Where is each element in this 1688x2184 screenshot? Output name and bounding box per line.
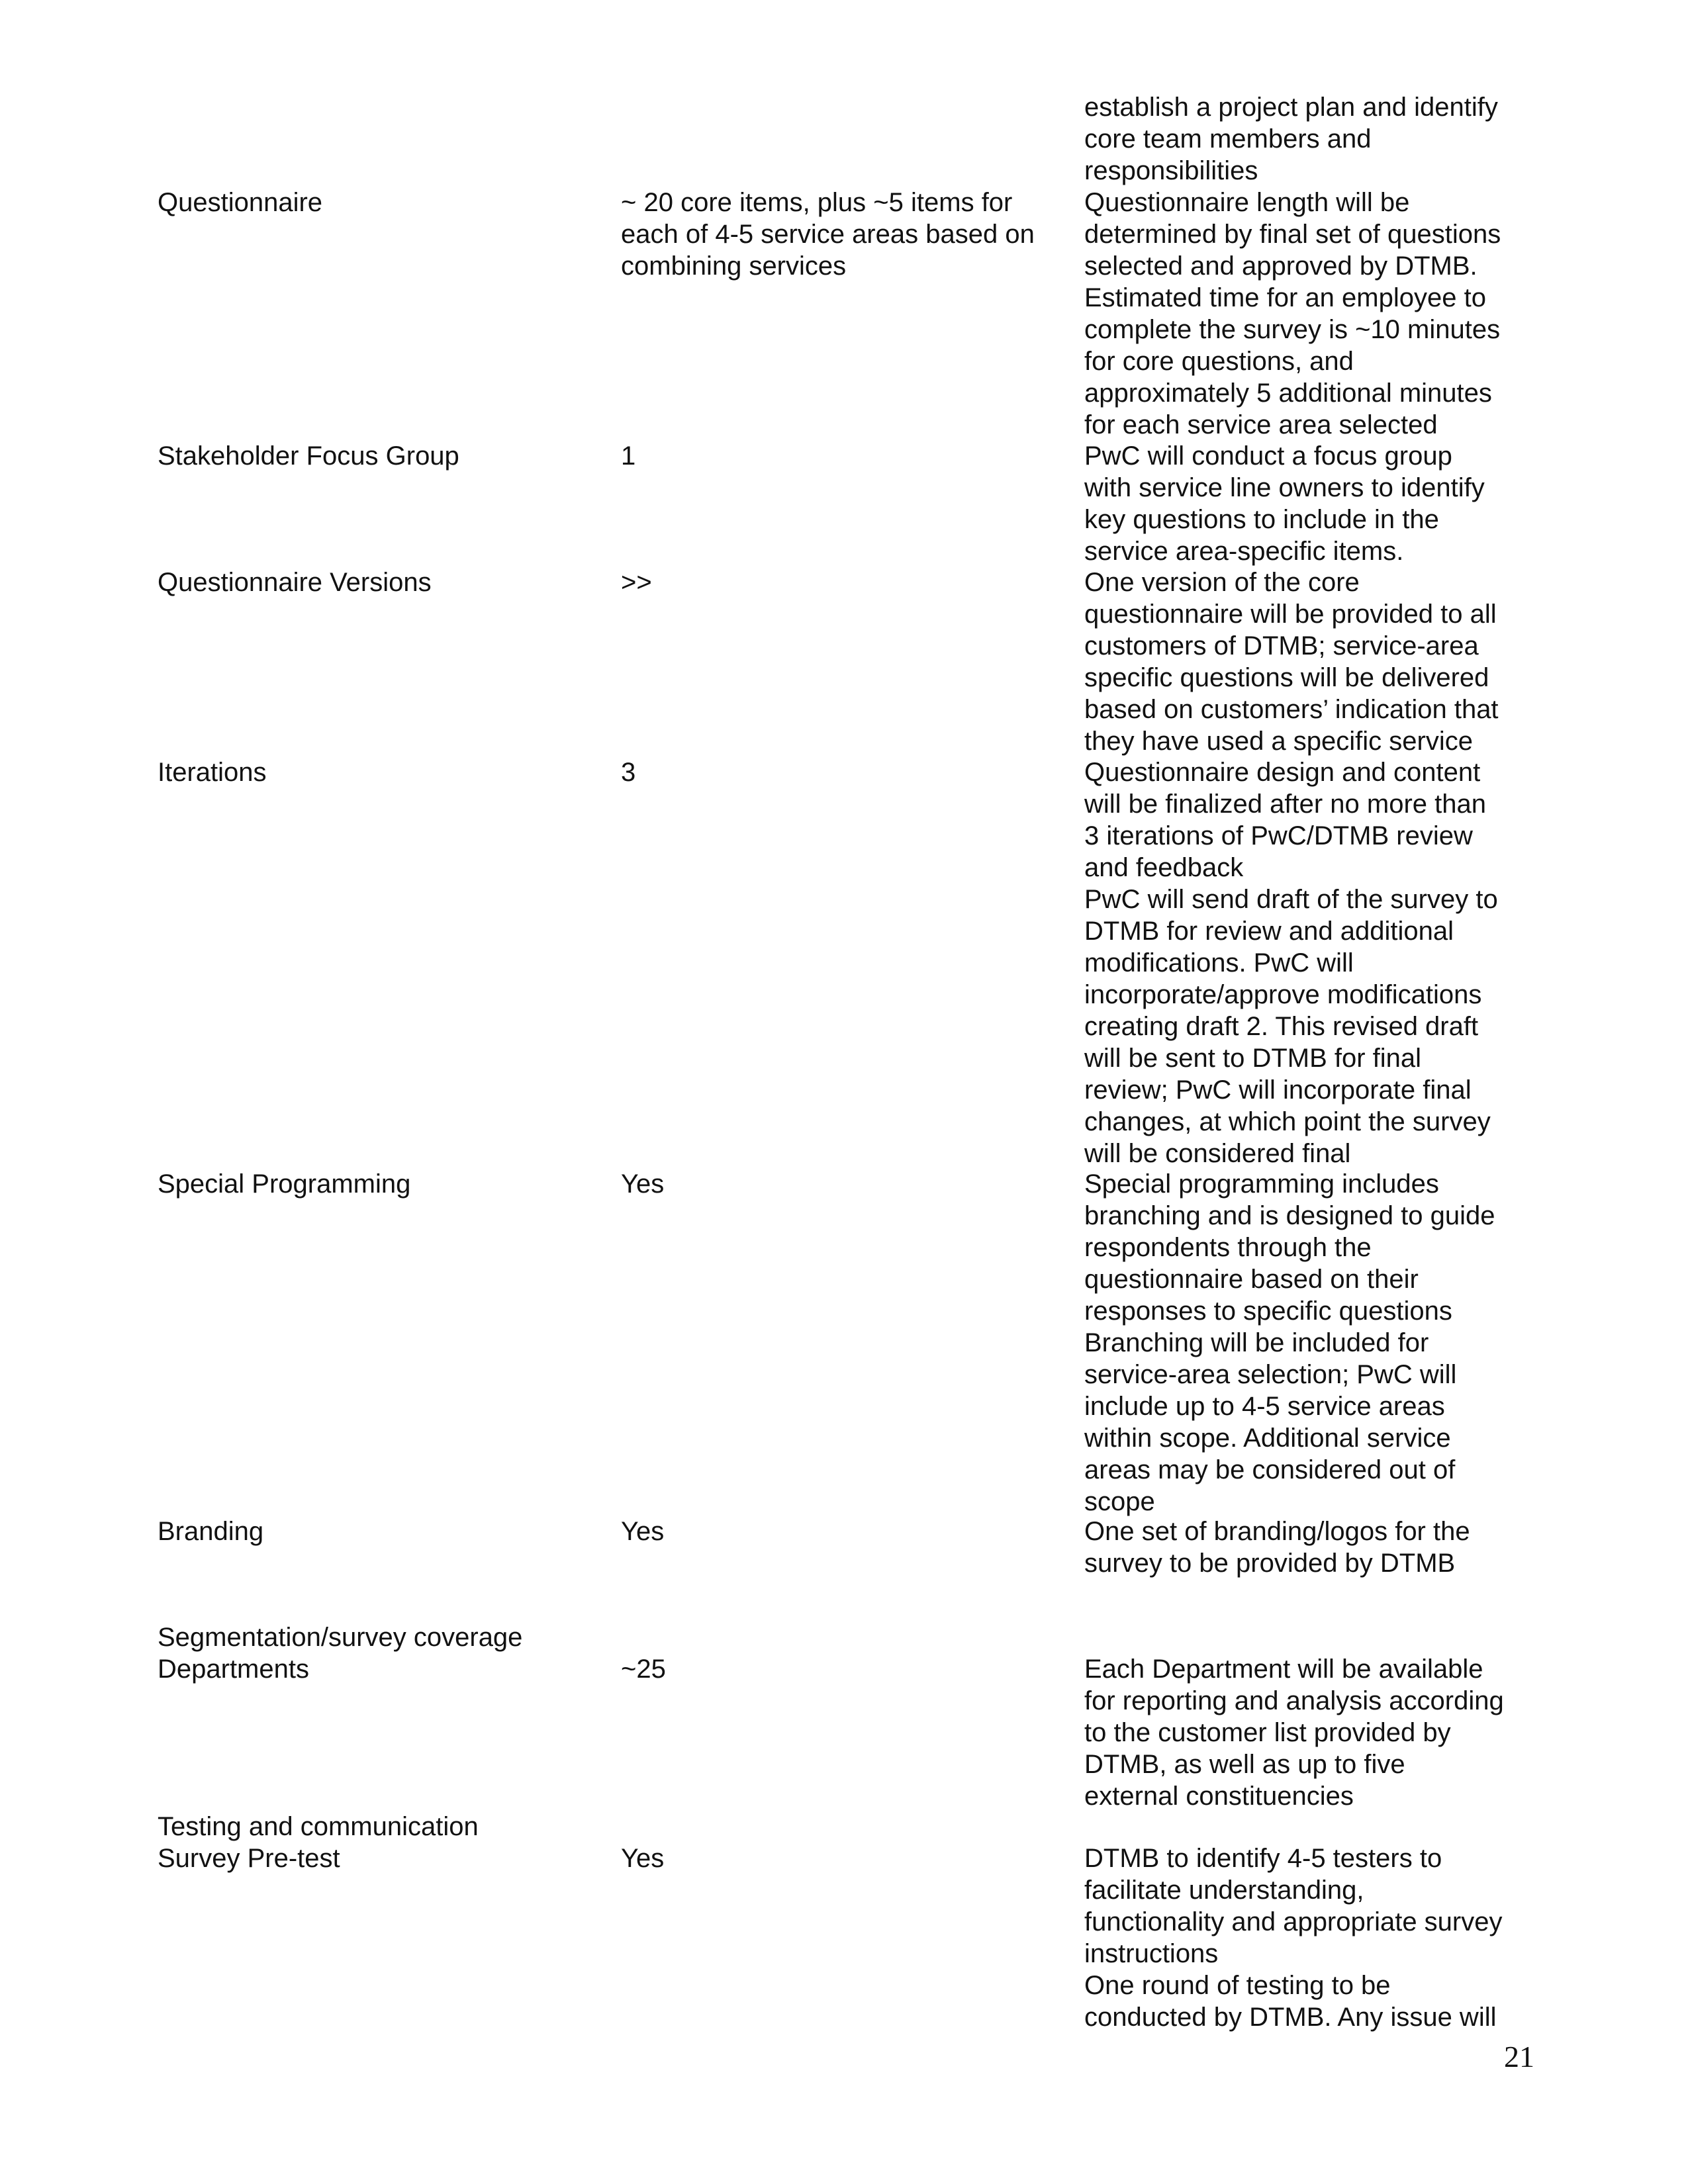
page-number: 21 bbox=[1504, 2040, 1534, 2073]
row-item-stakeholder-focus-group: Stakeholder Focus Group bbox=[158, 441, 459, 471]
row-item-questionnaire-versions: Questionnaire Versions bbox=[158, 568, 432, 597]
row-item-departments: Departments bbox=[158, 1655, 309, 1684]
row-quantity-special-programming: Yes bbox=[621, 1169, 665, 1199]
notes-line: responsibilities bbox=[1084, 156, 1258, 185]
row-item-branding: Branding bbox=[158, 1517, 264, 1546]
row-notes-questionnaire: Questionnaire length will be determined by final set of questions selected and approved by DTMB. Estimated time for an employee to complete the survey is ~10 minutes for core questions, and approximately 5 additional minutes for each service area selected bbox=[1084, 188, 1501, 439]
row-item-special-programming: Special Programming bbox=[158, 1169, 411, 1199]
row-notes-iterations: Questionnaire design and content will be finalized after no more than 3 iterations of PwC/DTMB review and feedback PwC will send draft of the survey to DTMB for review and additional modifications. PwC will incorporate/approve modifications creating draft 2. This revised draft will be sent to DTMB for final review; PwC will incorporate final changes, at which point the survey will be considered final bbox=[1084, 758, 1498, 1168]
row-quantity-questionnaire-versions: >> bbox=[621, 568, 652, 597]
section-heading-testing: Testing and communication Survey Pre-test bbox=[158, 1812, 479, 1873]
row-notes-survey-pre-test: DTMB to identify 4-5 testers to facilitate understanding, functionality and appropriate survey instructions One round of testing to be conducted by DTMB. Any issue will bbox=[1084, 1844, 1503, 2032]
row-item-survey-pre-test: Survey Pre-test bbox=[158, 1844, 340, 1873]
intro-notes bbox=[1084, 91, 1541, 187]
row-quantity-iterations: 3 bbox=[621, 758, 636, 787]
section-heading-segmentation: Segmentation/survey coverage Departments bbox=[158, 1623, 523, 1684]
row-notes-stakeholder-focus-group: PwC will conduct a focus group with service line owners to identify key questions to include in the service area-specific items. bbox=[1084, 441, 1485, 566]
row-quantity-questionnaire: ~ 20 core items, plus ~5 items for each of 4-5 service areas based on combining services bbox=[621, 188, 1035, 281]
notes-line: establish a project plan and identify bbox=[1084, 93, 1498, 122]
row-quantity-survey-pre-test: Yes bbox=[621, 1844, 665, 1873]
row-quantity-departments: ~25 bbox=[621, 1655, 666, 1684]
row-notes-branding: One set of branding/logos for the survey to be provided by DTMB bbox=[1084, 1517, 1470, 1578]
row-notes-questionnaire-versions: One version of the core questionnaire will be provided to all customers of DTMB; service-area specific questions will be delivered based on customers’ indication that they have used a specific service bbox=[1084, 568, 1499, 756]
row-item-questionnaire: Questionnaire bbox=[158, 188, 323, 217]
row-notes-special-programming: Special programming includes branching and is designed to guide respondents through the questionnaire based on their responses to specific questions Branching will be included for service-area selection; PwC will include up to 4-5 service areas within scope. Additional service areas may be considered out of scope bbox=[1084, 1169, 1495, 1516]
row-quantity-stakeholder-focus-group: 1 bbox=[621, 441, 636, 471]
notes-line: core team members and bbox=[1084, 124, 1372, 154]
row-quantity-branding: Yes bbox=[621, 1517, 665, 1546]
row-notes-departments: Each Department will be available for reporting and analysis according to the customer list provided by DTMB, as well as up to five external constituencies bbox=[1084, 1655, 1504, 1811]
row-item-iterations: Iterations bbox=[158, 758, 267, 787]
